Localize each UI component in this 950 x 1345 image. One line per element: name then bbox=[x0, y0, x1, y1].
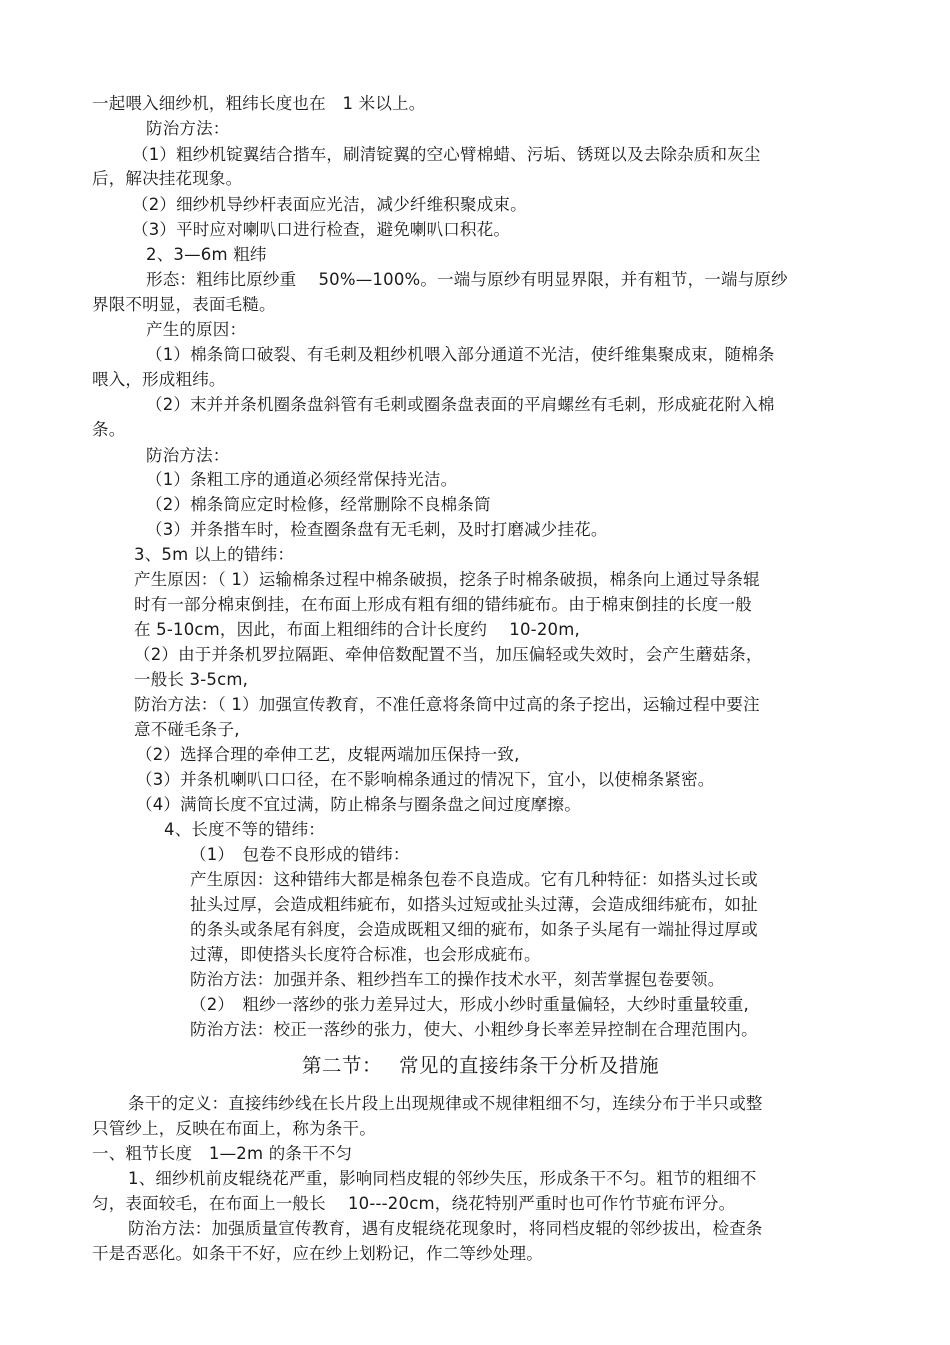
text-line: 的条头或条尾有斜度，会造成既粗又细的疵布，如条子头尾有一端扯得过厚或 bbox=[190, 920, 758, 939]
text-line: （2）由于并条机罗拉隔距、牵伸倍数配置不当，加压偏轻或失效时，会产生蘑菇条， bbox=[134, 645, 763, 664]
text-line: （1）粗纱机锭翼结合揩车，刷清锭翼的空心臂棉蜡、污垢、锈斑以及去除杂质和灰尘 bbox=[132, 145, 761, 164]
text-line: （3）平时应对喇叭口进行检查，避免喇叭口积花。 bbox=[132, 220, 511, 239]
text-line: 2、3—6m 粗纬 bbox=[146, 245, 267, 264]
text-line: 防治方法：校正一落纱的张力，使大、小粗纱身长率差异控制在合理范围内。 bbox=[190, 1020, 758, 1039]
text-line: 一起喂入细纱机，粗纬长度也在 1 米以上。 bbox=[92, 94, 426, 113]
subsection-heading: 一、粗节长度 1—2m 的条干不匀 bbox=[92, 1144, 353, 1163]
text-line: （2）选择合理的牵伸工艺，皮辊两端加压保持一致, bbox=[136, 745, 520, 764]
text-line: 防治方法：（ 1）加强宣传教育，不准任意将条筒中过高的条子挖出，运输过程中要注 bbox=[134, 695, 760, 714]
text-line: （2）末并并条机圈条盘斜管有毛刺或圈条盘表面的平肩螺丝有毛刺，形成疵花附入棉 bbox=[146, 395, 775, 414]
text-line: 4、长度不等的错纬： bbox=[164, 820, 325, 839]
text-line: （2） 粗纱一落纱的张力差异过大，形成小纱时重量偏轻，大纱时重量较重, bbox=[190, 995, 749, 1014]
text-line: 防治方法： bbox=[146, 119, 230, 138]
text-line: 只管纱上，反映在布面上，称为条干。 bbox=[92, 1119, 376, 1138]
text-line: （2）棉条筒应定时检修，经常删除不良棉条筒 bbox=[146, 495, 491, 514]
text-line: 产生的原因： bbox=[146, 320, 247, 339]
text-line: 产生原因：（ 1）运输棉条过程中棉条破损，挖条子时棉条破损，棉条向上通过导条辊 bbox=[134, 570, 760, 589]
text-line: 时有一部分棉束倒挂，在布面上形成有粗有细的错纬疵布。由于棉束倒挂的长度一般 bbox=[134, 595, 752, 614]
text-line: 界限不明显，表面毛糙。 bbox=[92, 295, 276, 314]
text-line: 后，解决挂花现象。 bbox=[92, 169, 243, 188]
text-line: （2）细纱机导纱杆表面应光洁，减少纤维积聚成束。 bbox=[132, 195, 527, 214]
text-line: 一般长 3-5cm, bbox=[134, 670, 249, 689]
text-line: 过薄，即使搭头长度符合标准，也会形成疵布。 bbox=[190, 945, 541, 964]
text-line: 在 5-10cm，因此，布面上粗细纬的合计长度约 10-20m, bbox=[134, 620, 580, 639]
text-line: 条。 bbox=[92, 420, 126, 439]
text-line: 3、5m 以上的错纬： bbox=[134, 545, 295, 564]
text-line: （4）满筒长度不宜过满，防止棉条与圈条盘之间过度摩擦。 bbox=[136, 795, 581, 814]
text-line: 防治方法： bbox=[146, 446, 230, 465]
text-line: 意不碰毛条子, bbox=[134, 720, 240, 739]
text-line: 防治方法：加强质量宣传教育，遇有皮辊绕花现象时，将同档皮辊的邻纱拔出，检查条 bbox=[128, 1219, 763, 1238]
text-line: 干是否恶化。如条干不好，应在纱上划粉记，作二等纱处理。 bbox=[92, 1244, 543, 1263]
text-line: 扯头过厚，会造成粗纬疵布，如搭头过短或扯头过薄，会造成细纬疵布，如扯 bbox=[190, 895, 758, 914]
text-line: （1）棉条筒口破裂、有毛刺及粗纱机喂入部分通道不光洁，使纤维集聚成束，随棉条 bbox=[146, 345, 775, 364]
text-line: 条干的定义：直接纬纱线在长片段上出现规律或不规律粗细不匀，连续分布于半只或整 bbox=[128, 1094, 763, 1113]
text-line: 形态：粗纬比原纱重 50%—100%。一端与原纱有明显界限，并有粗节，一端与原纱 bbox=[146, 270, 788, 289]
section-heading: 第二节： 常见的直接纬条干分析及措施 bbox=[302, 1054, 659, 1077]
text-line: 防治方法：加强并条、粗纱挡车工的操作技术水平，刻苦掌握包卷要领。 bbox=[190, 970, 725, 989]
text-line: （3）并条机喇叭口口径，在不影响棉条通过的情况下，宜小，以使棉条紧密。 bbox=[136, 770, 715, 789]
text-line: （1） 包卷不良形成的错纬： bbox=[190, 845, 410, 864]
text-line: 匀，表面较毛，在布面上一般长 10---20cm，绕花特别严重时也可作竹节疵布评分。 bbox=[92, 1194, 736, 1213]
text-line: （3）并条揩车时，检查圈条盘有无毛刺，及时打磨减少挂花。 bbox=[146, 520, 608, 539]
text-line: 喂入，形成粗纬。 bbox=[92, 370, 226, 389]
text-line: 产生原因：这种错纬大都是棉条包卷不良造成。它有几种特征：如搭头过长或 bbox=[190, 870, 758, 889]
text-line: 1、细纱机前皮辊绕花严重，影响同档皮辊的邻纱失压，形成条干不匀。粗节的粗细不 bbox=[128, 1169, 757, 1188]
text-line: （1）条粗工序的通道必须经常保持光洁。 bbox=[146, 470, 458, 489]
